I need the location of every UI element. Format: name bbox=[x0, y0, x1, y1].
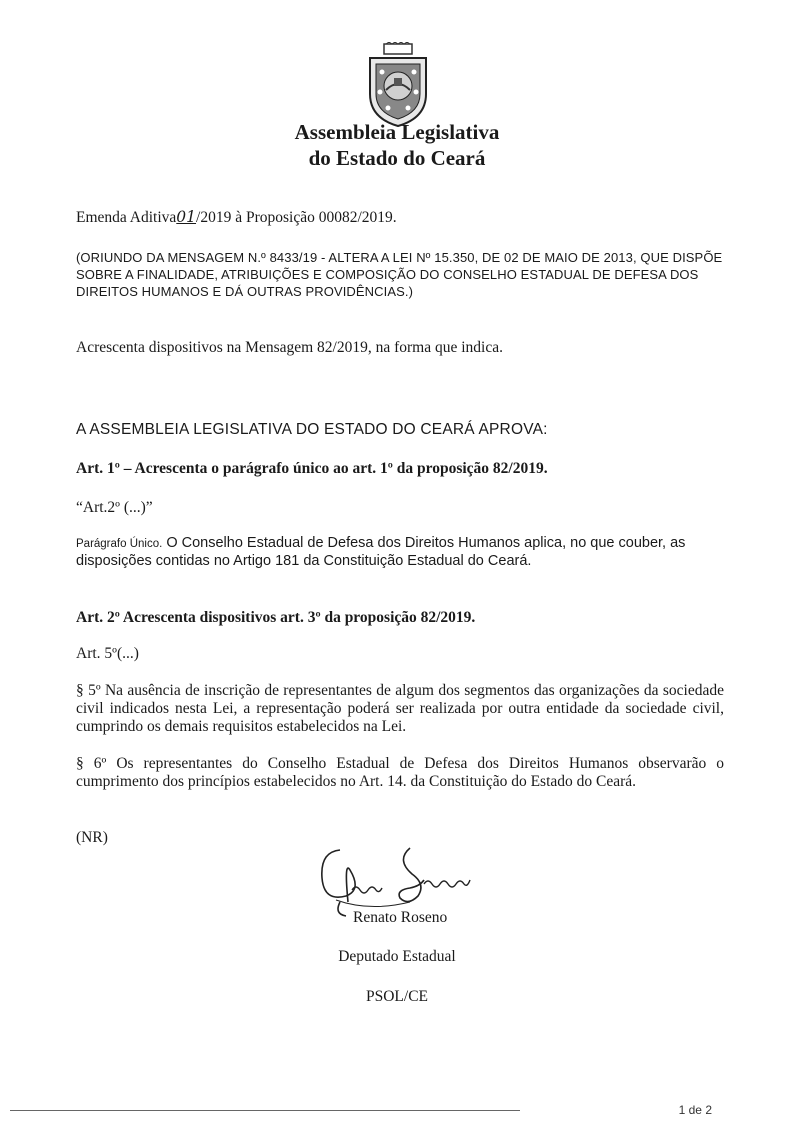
art1-quote: “Art.2º (...)” bbox=[76, 499, 153, 516]
footer-divider bbox=[10, 1110, 520, 1111]
approves-statement: A ASSEMBLEIA LEGISLATIVA DO ESTADO DO CEARÁ APROVA: bbox=[76, 421, 548, 438]
handwritten-signature-icon bbox=[300, 840, 530, 920]
paragraph-6: § 6º Os representantes do Conselho Estadual de Defesa dos Direitos Humanos observarão o cumprimento dos princípios estabelecidos no Art. 14. da Constituição do Estado do Ceará. bbox=[76, 755, 724, 790]
page-number: 1 de 2 bbox=[678, 1103, 712, 1117]
header-title-line1: Assembleia Legislativa bbox=[294, 120, 500, 144]
origin-line-3: DIREITOS HUMANOS E DÁ OUTRAS PROVIDÊNCIAS.) bbox=[76, 284, 414, 299]
art1-paragraph-line2: disposições contidas no Artigo 181 da Constituição Estadual do Ceará. bbox=[76, 553, 532, 569]
signer-party: PSOL/CE bbox=[365, 988, 428, 1005]
amendment-title bbox=[76, 208, 397, 227]
art2-heading: Art. 2º Acrescenta dispositivos art. 3º da proposição 82/2019. bbox=[76, 609, 476, 626]
art1-paragraph-label: Parágrafo Único. bbox=[76, 538, 163, 550]
art1-paragraph-line1 bbox=[76, 535, 685, 551]
amendment-prefix: Emenda Aditiva bbox=[76, 209, 177, 226]
art2-reference: Art. 5º(...) bbox=[76, 645, 139, 662]
paragraph-5: § 5º Na ausência de inscrição de representantes de algum dos segmentos das organizações da sociedade civil indicados nesta Lei, a representação poderá ser realizada por outra entidade da sociedade civil, cumprindo os demais requisitos estabelecidos na Lei. bbox=[76, 682, 724, 735]
art1-paragraph-text1: O Conselho Estadual de Defesa dos Direitos Humanos aplica, no que couber, as bbox=[162, 535, 686, 551]
amendment-suffix: /2019 à Proposição 00082/2019. bbox=[196, 209, 397, 226]
coat-of-arms-icon bbox=[364, 42, 432, 128]
art1-heading: Art. 1º – Acrescenta o parágrafo único ao art. 1º da proposição 82/2019. bbox=[76, 460, 548, 477]
summary: Acrescenta dispositivos na Mensagem 82/2019, na forma que indica. bbox=[76, 339, 503, 356]
amendment-number: 01 bbox=[176, 208, 197, 226]
header-title-line2: do Estado do Ceará bbox=[308, 146, 486, 170]
origin-line-1: (ORIUNDO DA MENSAGEM N.º 8433/19 - ALTERA A LEI Nº 15.350, DE 02 DE MAIO DE 2013, QUE DISPÕE bbox=[76, 250, 723, 265]
signer-role: Deputado Estadual bbox=[338, 948, 456, 965]
signer-name: Renato Roseno bbox=[353, 909, 448, 926]
origin-line-2: SOBRE A FINALIDADE, ATRIBUIÇÕES E COMPOSIÇÃO DO CONSELHO ESTADUAL DE DEFESA DOS bbox=[76, 267, 699, 282]
nr-marker: (NR) bbox=[76, 829, 108, 846]
